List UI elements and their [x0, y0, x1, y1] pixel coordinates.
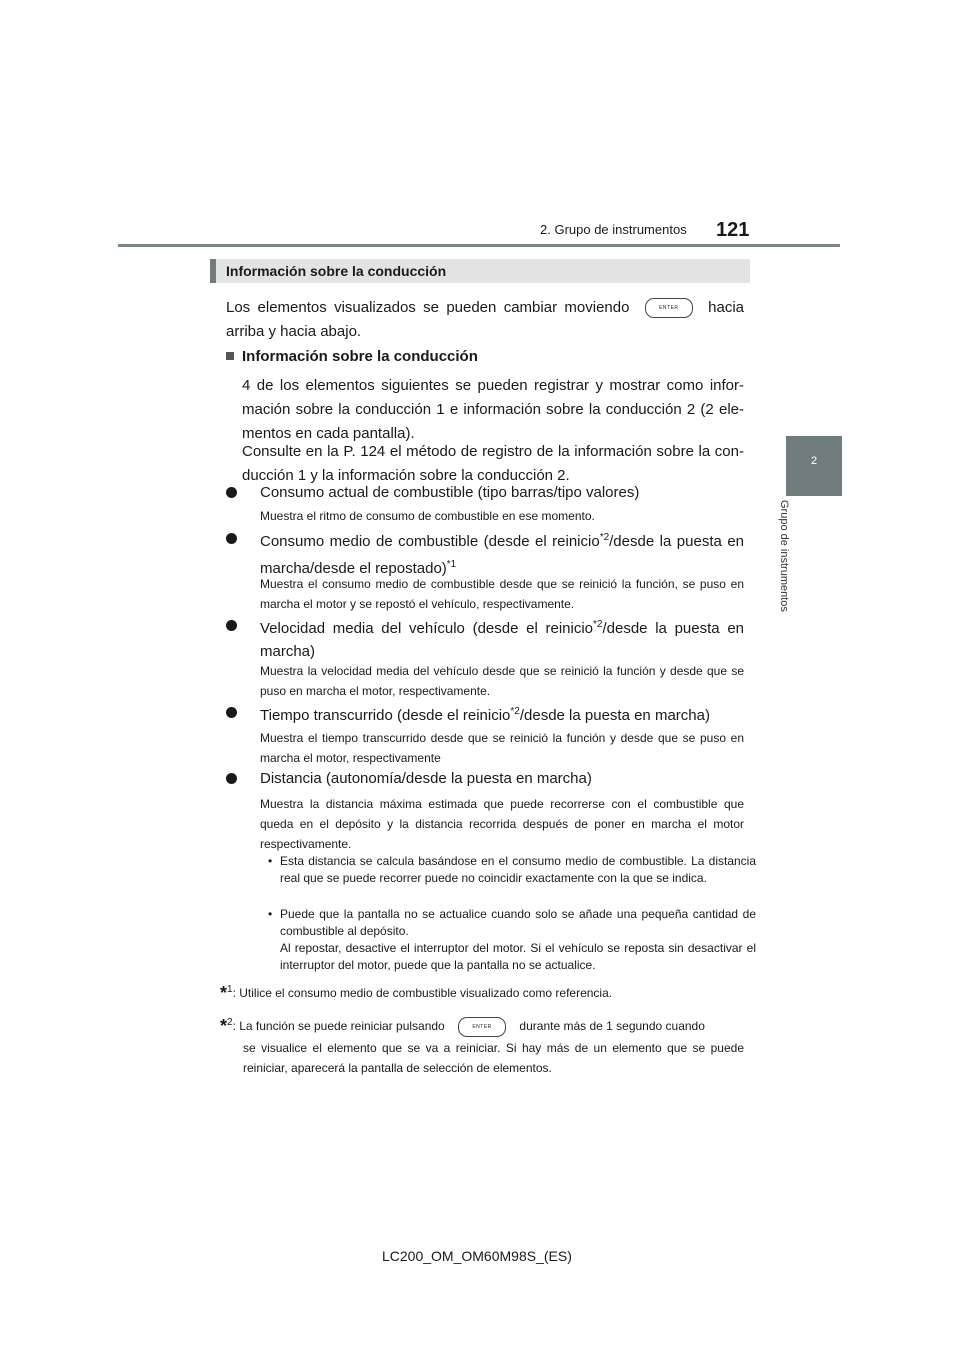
item-title-text: Consumo medio de combustible (desde el reinicio: [260, 533, 600, 550]
item-title: [260, 700, 744, 727]
intro-text-after: hacia arriba y hacia abajo.: [226, 299, 744, 340]
note-item: [268, 906, 756, 940]
document-code: LC200_OM_OM60M98S_(ES): [382, 1248, 572, 1264]
subsection-para-2: Consulte en la P. 124 el método de registro de la información sobre la con-ducción 1 y la información sobre la conducción 2.: [242, 443, 744, 484]
enter-button-icon: ENTER: [458, 1017, 506, 1037]
bullet-icon: [226, 533, 237, 544]
note-item: [268, 940, 756, 974]
chapter-title: 2. Grupo de instrumentos: [540, 222, 687, 237]
enter-button-icon: ENTER: [645, 298, 693, 318]
item-description: Muestra el consumo medio de combustible desde que se reinició la función, se puso en marcha el motor y se repostó el vehículo, respectivamente.: [260, 577, 744, 611]
note-item: [268, 853, 756, 887]
intro-paragraph: [226, 296, 744, 344]
side-tab-label: [778, 500, 808, 640]
footnote-star: *: [220, 1016, 228, 1036]
item-title-text: Tiempo transcurrido (desde el reinicio: [260, 707, 511, 724]
footnote-ref: *2: [510, 706, 520, 717]
footnote-2-continued: se visualice el elemento que se va a reiniciar. Si hay más de un elemento que se puede reiniciar, aparecerá la pantalla de selección de elementos.: [243, 1041, 744, 1075]
item-title: [260, 613, 744, 663]
note-bullet: •: [268, 854, 273, 868]
subsection-title: Información sobre la conducción: [242, 348, 478, 365]
footnote-2: [220, 1013, 744, 1037]
footnote-number: 2: [227, 1017, 233, 1028]
side-tab-number: 2: [810, 455, 818, 467]
footnote-ref: *2: [593, 619, 603, 630]
footnote-ref: *1: [446, 559, 457, 570]
side-tab-label-text: Grupo de instrumentos: [778, 500, 790, 612]
note-text: Al repostar, desactive el interruptor del motor. Si el vehículo se reposta sin desactivar el interruptor del motor, puede que la pantalla no se actualice.: [280, 941, 756, 972]
item-title: [260, 526, 744, 580]
page-number: 121: [716, 219, 750, 241]
item-description: Muestra la velocidad media del vehículo desde que se reinició la función y desde que se puso en marcha el motor, respectivamente.: [260, 664, 744, 698]
footnote-text: : Utilice el consumo medio de combustible visualizado como referencia.: [232, 986, 613, 1000]
bullet-icon: [226, 773, 237, 784]
square-bullet-icon: [226, 352, 234, 360]
item-title: Distancia (autonomía/desde la puesta en marcha): [260, 770, 592, 787]
footnote-star: *: [220, 983, 228, 1003]
section-title: Información sobre la conducción: [210, 259, 750, 283]
bullet-icon: [226, 707, 237, 718]
item-title-text: Velocidad media del vehículo (desde el reinicio: [260, 620, 594, 637]
subsection-para-1: 4 de los elementos siguientes se pueden registrar y mostrar como infor-mación sobre la conducción 1 e información sobre la conducción 2 (2 ele-mentos en cada pantalla).: [242, 377, 744, 442]
bullet-icon: [226, 620, 237, 631]
header-rule: [118, 244, 840, 247]
footnote-text: : La función se puede reiniciar pulsando: [232, 1019, 445, 1033]
note-text: Esta distancia se calcula basándose en el consumo medio de combustible. La distancia real que se puede recorrer puede no coincidir exactamente con la que se indica.: [280, 854, 756, 885]
footnote-text: durante más de 1 segundo cuando: [519, 1019, 705, 1033]
item-title-text: /desde la puesta en marcha): [519, 707, 710, 724]
note-bullet: •: [268, 907, 273, 921]
item-description: Muestra la distancia máxima estimada que puede recorrerse con el combustible que queda en el depósito y la distancia recorrida después de poner en marcha el motor respectivamente.: [260, 797, 744, 851]
footnote-ref: *2: [599, 532, 610, 543]
item-title: Consumo actual de combustible (tipo barras/tipo valores): [260, 484, 640, 501]
footnote-number: 1: [227, 984, 233, 995]
item-description: Muestra el tiempo transcurrido desde que se reinició la función y desde que se puso en marcha el motor, respectivamente: [260, 731, 744, 765]
footnote-1: [220, 980, 744, 1003]
note-text: Puede que la pantalla no se actualice cuando solo se añade una pequeña cantidad de combustible al depósito.: [280, 907, 756, 938]
intro-text-before: Los elementos visualizados se pueden cambiar moviendo: [226, 299, 630, 316]
item-title-text: /desde la puesta en marcha): [260, 620, 745, 660]
item-title-text: /desde la puesta en marcha/desde el repostado): [260, 533, 744, 577]
bullet-icon: [226, 487, 237, 498]
item-description: Muestra el ritmo de consumo de combustible en ese momento.: [260, 509, 595, 523]
